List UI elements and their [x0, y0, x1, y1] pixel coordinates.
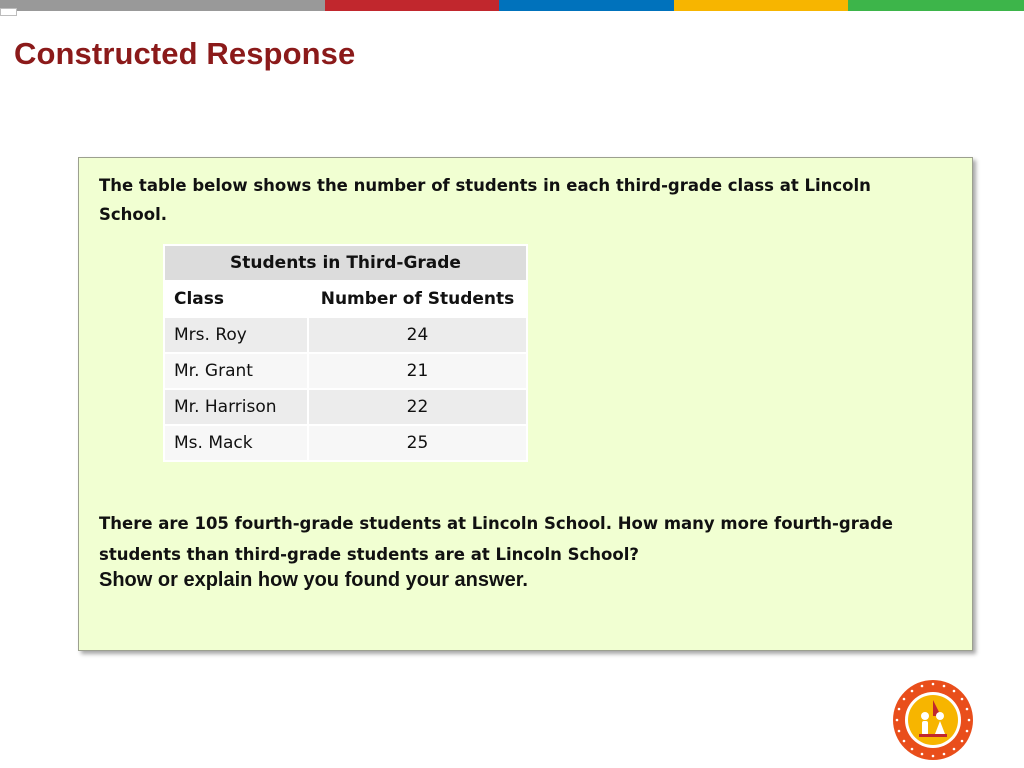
- student-count-cell: 24: [308, 317, 527, 353]
- students-table: [163, 244, 528, 462]
- column-header-class: Class: [164, 281, 308, 317]
- top-bar-segment-gray: [0, 0, 325, 11]
- problem-card: [78, 157, 973, 651]
- student-count-cell: 21: [308, 353, 527, 389]
- class-name-cell: Mr. Harrison: [164, 389, 308, 425]
- top-bar-segment-red: [325, 0, 499, 11]
- top-bar-segment-blue: [499, 0, 674, 11]
- slide-title: Constructed Response: [14, 36, 356, 71]
- table-caption: Students in Third-Grade: [164, 245, 527, 281]
- table-row: [164, 389, 527, 425]
- corner-placeholder-icon: [0, 8, 17, 16]
- problem-question-text: There are 105 fourth-grade students at Lincoln School. How many more fourth-grade students than third-grade students are at Lincoln School?: [99, 514, 893, 564]
- top-bar-segment-yellow: [674, 0, 848, 11]
- student-count-cell: 25: [308, 425, 527, 461]
- table-row: [164, 425, 527, 461]
- top-color-bar: [0, 0, 1024, 11]
- class-name-cell: Ms. Mack: [164, 425, 308, 461]
- table-header-row: [164, 281, 527, 317]
- table-row: [164, 353, 527, 389]
- column-header-number-of-students: Number of Students: [308, 281, 527, 317]
- top-bar-segment-green: [848, 0, 1024, 11]
- problem-instruction-text: Show or explain how you found your answer.: [99, 569, 528, 591]
- student-count-cell: 22: [308, 389, 527, 425]
- class-name-cell: Mrs. Roy: [164, 317, 308, 353]
- table-row: [164, 317, 527, 353]
- class-name-cell: Mr. Grant: [164, 353, 308, 389]
- problem-intro-text: The table below shows the number of students in each third-grade class at Lincoln School.: [99, 176, 871, 224]
- lausd-seal-icon: [889, 676, 977, 764]
